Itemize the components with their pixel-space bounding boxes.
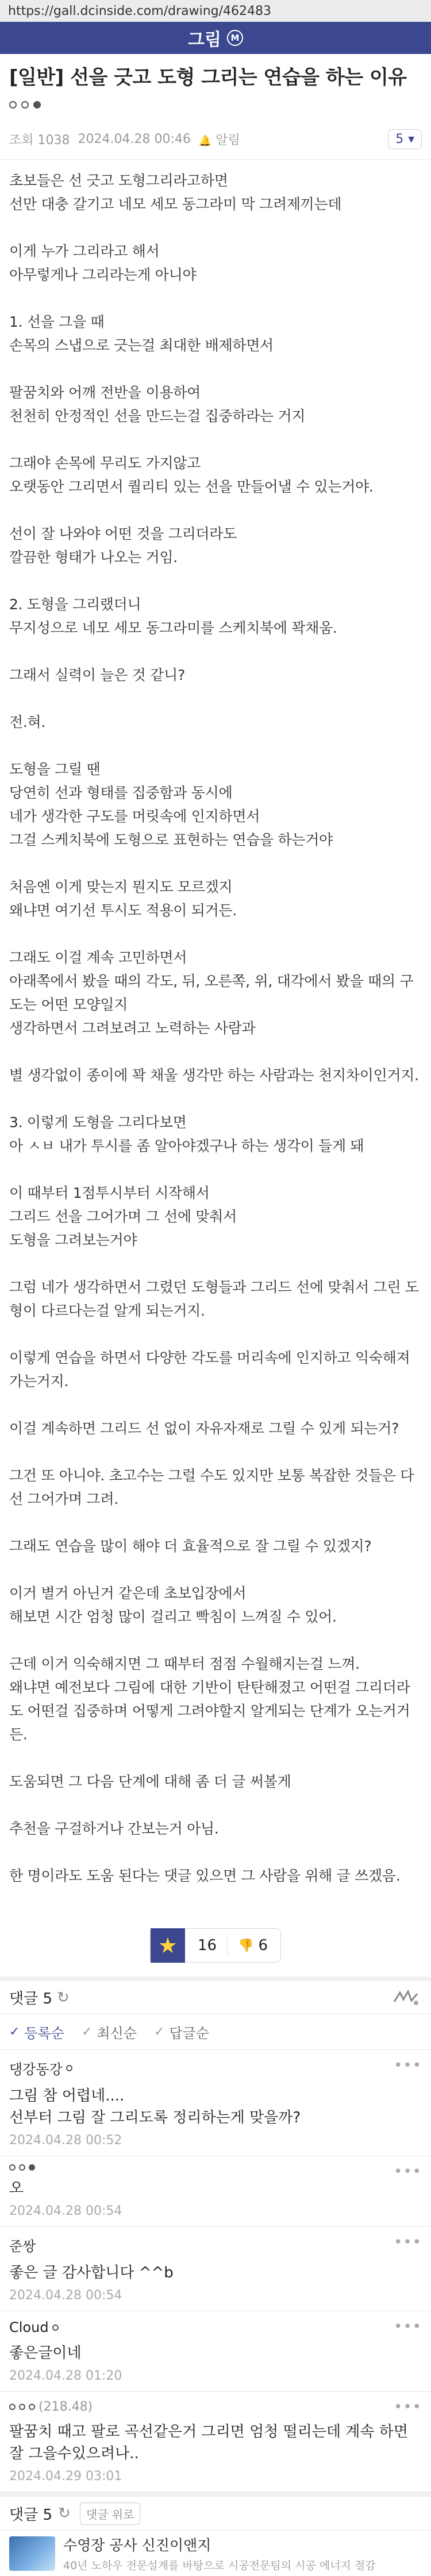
nick-dot-icon xyxy=(19,2164,25,2171)
chevron-down-icon: ▼ xyxy=(408,134,414,144)
downvote-count: 6 xyxy=(258,1937,268,1954)
comment-body: 오 xyxy=(9,2180,24,2197)
comment-item xyxy=(0,2392,431,2492)
comment-body: 좋은글이네 xyxy=(9,2345,82,2362)
browser-url-bar[interactable] xyxy=(0,0,431,22)
comment-body: 좋은 글 감사합니다 ^^b xyxy=(9,2264,174,2281)
post-paragraph: 이 때부터 1점투시부터 시작해서 그리드 선을 그어가며 그 선에 맞춰서 도형을 그려보는거야 xyxy=(9,1185,237,1248)
post-paragraph: 도형을 그릴 땐 당연히 선과 형태를 집중함과 동시에 네가 생각한 구도를 머릿속에 인지하면서 그걸 스케치북에 도형으로 표현하는 연습을 하는거야 xyxy=(9,761,333,848)
comment-time: 2024.04.28 01:20 xyxy=(9,2369,122,2383)
author-dot-icon xyxy=(33,101,41,109)
url-text: https://gall.dcinside.com/drawing/462483 xyxy=(8,3,272,18)
post-title: [일반] 선을 긋고 도형 그리는 연습을 하는 이유 xyxy=(9,66,407,89)
post-meta-row xyxy=(0,119,431,160)
sort-register-label: 등록순 xyxy=(24,2025,64,2041)
nick-dot-icon xyxy=(29,2164,35,2171)
author-dot-icon xyxy=(21,101,29,109)
post-paragraph: 그래도 이걸 계속 고민하면서 아래쪽에서 봤을 때의 각도, 뒤, 오른쪽, 위, 대각에서 봤을 때의 구도는 어떤 모양일지 생각하면서 그려보려고 노력하는 사람과 xyxy=(9,949,414,1036)
comment-nick[interactable]: Cloud xyxy=(9,2319,49,2335)
post-paragraph: 이거 별거 아닌거 같은데 초보입장에서 해보면 시간 엄청 많이 걸리고 빡침이 느껴질 수 있어. xyxy=(9,1585,337,1625)
sort-reply-button[interactable] xyxy=(154,2022,209,2042)
alarm-label: 알림 xyxy=(216,133,240,148)
more-options-icon[interactable]: ••• xyxy=(393,2234,422,2251)
recommend-button[interactable] xyxy=(151,1928,185,1963)
sort-register-button[interactable] xyxy=(9,2022,64,2042)
comment-sort-row xyxy=(0,2014,431,2050)
comment-nick[interactable]: 댕강동강 xyxy=(9,2061,63,2078)
nick-dot-icon xyxy=(29,2404,35,2410)
comment-item xyxy=(0,2227,431,2311)
more-options-icon[interactable]: ••• xyxy=(393,2318,422,2335)
post-header xyxy=(0,54,431,119)
post-content xyxy=(0,160,431,1917)
gallery-header[interactable] xyxy=(0,22,431,54)
comment-header-label: 댓글 5 xyxy=(9,1990,53,2008)
post-paragraph: 그건 또 아니야. 초고수는 그럴 수도 있지만 보통 복잡한 것들은 다 선 그어가며 그려. xyxy=(9,1467,414,1507)
sort-latest-label: 최신순 xyxy=(97,2025,137,2041)
comment-count: 5 xyxy=(395,132,404,146)
post-paragraph: 이렇게 연습을 하면서 다양한 각도를 머리속에 인지하고 익숙해져가는거지. xyxy=(9,1349,410,1390)
post-paragraph: 별 생각없이 종이에 꽉 채울 생각만 하는 사람과는 천지차이인거지. xyxy=(9,1067,419,1084)
post-paragraph: 초보들은 선 긋고 도형그리라고하면 선만 대충 갈기고 네모 세모 동그라미 막 그려제끼는데 xyxy=(9,172,342,212)
post-paragraph: 팔꿈치와 어깨 전반을 이용하여 천천히 안정적인 선을 만드는걸 집중하라는 거지 xyxy=(9,384,306,424)
check-icon: ✓ xyxy=(154,2025,165,2039)
comment-header xyxy=(0,1977,431,2014)
more-options-icon[interactable]: ••• xyxy=(393,2163,422,2180)
recommend-count: 16 xyxy=(197,1937,217,1954)
check-icon: ✓ xyxy=(9,2025,20,2039)
post-paragraph: 추천을 구걸하거나 간보는거 아님. xyxy=(9,1820,219,1837)
more-options-icon[interactable]: ••• xyxy=(393,2057,422,2074)
refresh-icon[interactable]: ↻ xyxy=(57,1989,70,2006)
comment-body: 그림 참 어렵네.... 선부터 그림 잘 그리도록 정리하는게 맞을까? xyxy=(9,2087,301,2126)
nick-dot-icon xyxy=(9,2164,16,2171)
post-paragraph: 그래도 연습을 많이 해야 더 효율적으로 잘 그릴 수 있겠지? xyxy=(9,1538,372,1554)
comment-time: 2024.04.28 00:54 xyxy=(9,2288,122,2303)
author-dot-icon xyxy=(9,101,17,109)
more-options-icon[interactable]: ••• xyxy=(393,2399,422,2416)
view-count: 조회 1038 xyxy=(9,133,70,148)
post-paragraph: 도움되면 그 다음 단계에 대해 좀 더 글 써볼게 xyxy=(9,1773,291,1790)
check-icon: ✓ xyxy=(82,2025,93,2039)
author-row[interactable] xyxy=(9,98,422,111)
dc-logo-icon xyxy=(391,1988,422,2008)
comment-item xyxy=(0,2156,431,2227)
gallery-name[interactable]: 그림 xyxy=(188,30,221,50)
post-paragraph: 전.혀. xyxy=(9,714,45,730)
minor-gallery-badge-icon: M xyxy=(227,30,243,46)
comment-time: 2024.04.28 00:52 xyxy=(9,2133,122,2148)
post-date: 2024.04.28 00:46 xyxy=(78,132,191,146)
post-paragraph: 이게 누가 그리라고 해서 아무렇게나 그리라는게 아니야 xyxy=(9,243,197,283)
post-paragraph: 한 명이라도 도움 된다는 댓글 있으면 그 사람을 위해 글 쓰겠음. xyxy=(9,1867,401,1884)
post-paragraph: 1. 선을 그을 때 손목의 스냅으로 긋는걸 최대한 배제하면서 xyxy=(9,314,274,354)
post-paragraph: 이걸 계속하면 그리드 선 없이 자유자재로 그릴 수 있게 되는거? xyxy=(9,1420,399,1437)
post-paragraph: 그럼 네가 생각하면서 그렸던 도형들과 그리드 선에 맞춰서 그린 도형이 다르다는걸 알게 되는거지. xyxy=(9,1279,419,1319)
vote-area xyxy=(0,1928,431,1963)
post-paragraph: 그래서 실력이 늘은 것 같니? xyxy=(9,667,185,683)
post-paragraph: 그래야 손목에 무리도 가지않고 오랫동안 그리면서 퀄리티 있는 선을 만들어낼 수 있는거야. xyxy=(9,455,374,495)
ad-description: 40년 노하우 전문설계를 바탕으로 시공전문팀의 시공 에너지 절감 xyxy=(63,2559,376,2572)
comment-count-button[interactable] xyxy=(388,129,422,149)
bell-icon: 🔔 xyxy=(198,135,212,147)
downvote-button[interactable]: 👎 xyxy=(238,1938,254,1953)
comment-footer-label: 댓글 5 xyxy=(9,2506,53,2524)
post-paragraph: 근데 이거 익숙해지면 그 때부터 점점 수월해지는걸 느껴. 왜냐면 예전보다 그림에 대한 기반이 탄탄해졌고 어떤걸 그리더라도 어떤걸 집중하며 어떻게 그려야할지 알게되는 단계가 오는거거든. xyxy=(9,1656,410,1743)
nick-dot-icon xyxy=(52,2324,59,2331)
ad-thumbnail xyxy=(9,2536,55,2571)
comment-list xyxy=(0,2050,431,2492)
comment-time: 2024.04.29 03:01 xyxy=(9,2469,122,2484)
post-paragraph: 선이 잘 나와야 어떤 것을 그리더라도 깔끔한 형태가 나오는 거임. xyxy=(9,525,237,566)
comment-ip: (218.48) xyxy=(39,2400,93,2414)
ad-banner[interactable] xyxy=(0,2530,431,2576)
refresh-icon[interactable]: ↻ xyxy=(58,2505,71,2522)
comment-body: 팔꿈치 때고 팔로 곡선같은거 그리면 엄청 떨리는데 계속 하면 잘 그을수있으려나.. xyxy=(9,2423,409,2462)
vote-box xyxy=(150,1928,281,1963)
sort-latest-button[interactable] xyxy=(82,2022,137,2042)
star-icon: ★ xyxy=(157,1933,178,1958)
comment-top-button[interactable]: 댓글 위로 xyxy=(80,2502,141,2525)
post-paragraph: 2. 도형을 그리랬더니 무지성으로 네모 세모 동그라미를 스케치북에 꽉채움. xyxy=(9,596,337,636)
comment-footer xyxy=(0,2492,431,2530)
comment-item xyxy=(0,2311,431,2392)
nick-dot-icon xyxy=(66,2065,72,2071)
sort-reply-label: 답글순 xyxy=(169,2025,209,2041)
post-paragraph: 3. 이렇게 도형을 그리다보면 아 ㅅㅂ 내가 투시를 좀 알아야겠구나 하는 생각이 들게 돼 xyxy=(9,1114,364,1154)
ad-title: 수영장 공사 신진이앤지 xyxy=(63,2537,211,2554)
nick-dot-icon xyxy=(19,2404,25,2410)
alarm-button[interactable] xyxy=(199,130,240,148)
post-paragraph: 처음엔 이게 맞는지 뭔지도 모르겠지 왜냐면 여기선 투시도 적용이 되거든. xyxy=(9,879,237,919)
comment-nick[interactable]: 준쌍 xyxy=(9,2238,36,2254)
comment-time: 2024.04.28 00:54 xyxy=(9,2204,122,2218)
comment-item xyxy=(0,2050,431,2156)
nick-dot-icon xyxy=(9,2404,16,2410)
